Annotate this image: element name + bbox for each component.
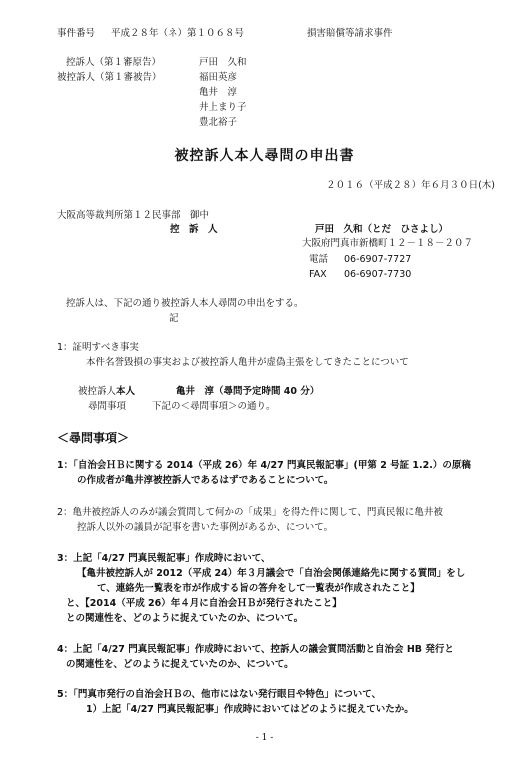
tel-label: 電話 <box>309 254 329 265</box>
applicant-name: 戸田 久和（とだ ひさよし） <box>315 224 449 235</box>
ki-mark: 記 <box>169 313 179 324</box>
case-number-label: 事件番号 <box>57 28 96 39</box>
section-title: ＜尋問事項＞ <box>57 431 130 445</box>
appellee-label: 被控訴人（第１審被告） <box>57 72 162 83</box>
court-addressee: 大阪高等裁判所第１２民事部 御中 <box>57 210 210 221</box>
appellee-name: 井上まり子 <box>199 102 247 113</box>
appellee-name: 福田英彦 <box>199 72 238 83</box>
item-3-line: て、連絡先一覧表を市が作成する旨の答弁をして一覧表が作成されたこと】 <box>97 583 420 594</box>
fax-number: 06-6907-7730 <box>344 269 412 280</box>
matters-text: 下記の＜尋問事項＞の通り。 <box>152 401 276 412</box>
applicant-address: 大阪府門真市新橋町１２－１８－２０７ <box>302 238 474 249</box>
appellant-name: 戸田 久和 <box>199 57 247 68</box>
matters-label: 尋問事項 <box>88 401 127 412</box>
item-4-line: の関連性を、どのように捉えていたのか、について。 <box>66 659 294 670</box>
item-5-line: 1）上記「4/27 門真民報記事」作成時においてはどのように捉えていたか。 <box>86 704 414 715</box>
intro-statement: 控訴人は、下記の通り被控訴人本人尋問の申出をする。 <box>66 298 304 309</box>
document-date: ２０１６（平成２８）年６月３０日(木) <box>326 180 495 191</box>
item-4-line: 4：上記「4/27 門真民報記事」作成時において、控訴人の議会質問活動と自治会 HB 発行と <box>57 644 454 655</box>
witness-name-time: 亀井 淳（尋問予定時間 40 分） <box>176 386 320 397</box>
item-2-line: 2：亀井被控訴人のみが議会質問して何かの「成果」を得た件に関して、門真民報に亀井被 <box>57 507 443 518</box>
appellee-name: 亀井 淳 <box>199 87 238 98</box>
applicant-label: 控 訴 人 <box>170 224 218 235</box>
fax-label: FAX <box>309 269 327 280</box>
appellant-label: 控訴人（第１審原告） <box>66 57 162 68</box>
item-1-line: 1：「自治会ＨＢに関する 2014（平成 26）年 4/27 門真民報記事」(甲第 2 号証 1.2.）の原稿 <box>57 460 471 471</box>
fact-text: 本件名誉毀損の事実および被控訴人亀井が虚偽主張をしてきたことについて <box>86 357 409 368</box>
item-5-line: 5：｢門真市発行の自治会ＨＢの、他市にはない発行眼目や特色」について、 <box>57 689 382 700</box>
page-number: - 1 - <box>255 733 274 743</box>
case-number: 平成２８年（ネ）第１０６８号 <box>111 28 245 39</box>
witness-label: 被控訴人本人 <box>78 386 136 397</box>
appellee-name: 豊北裕子 <box>199 117 238 128</box>
tel-number: 06-6907-7727 <box>344 254 412 265</box>
item-2-line: 控訴人以外の議員が記事を書いた事例があるか、について。 <box>77 522 334 533</box>
item-3-line: 【亀井被控訴人が 2012（平成 24）年３月議会で「自治会関係連絡先に関する質問」をし <box>77 568 466 579</box>
item-3-line: 3：上記「4/27 門真民報記事」作成時において、 <box>57 553 271 564</box>
item-1-line: の作成者が亀井淳被控訴人であるはずであることについて。 <box>77 475 334 486</box>
document-title: 被控訴人本人尋問の申出書 <box>174 148 355 164</box>
case-name: 損害賠償等請求事件 <box>307 28 393 39</box>
item-3-line: との関連性を、どのように捉えていたのか、について。 <box>66 613 304 624</box>
item-3-line: と、【2014（平成 26）年４月に自治会ＨＢが発行されたこと】 <box>66 598 342 609</box>
fact-heading: 1：証明すべき事実 <box>57 342 139 353</box>
